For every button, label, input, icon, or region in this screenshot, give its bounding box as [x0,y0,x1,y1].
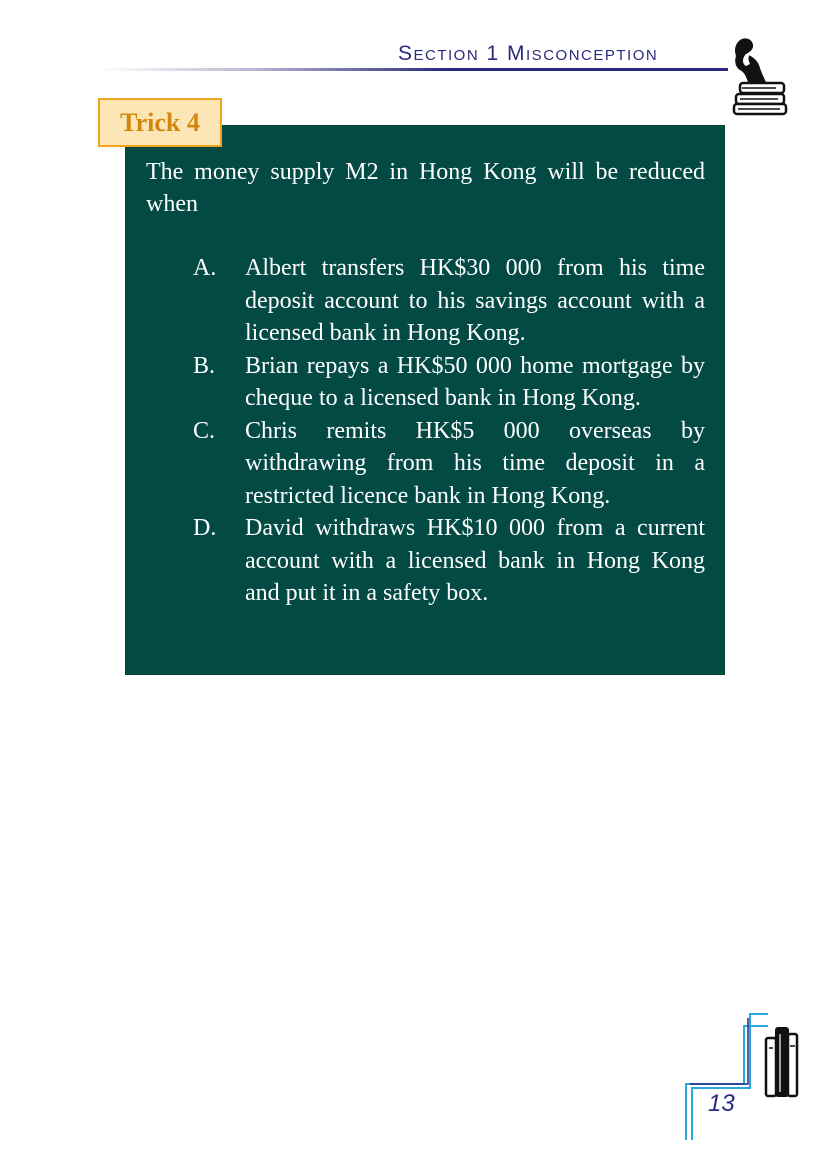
option-text: Brian repays a HK$50 000 home mortgage by cheque to a licensed bank in Hong Kong. [245,352,705,411]
question-text: The money supply M2 in Hong Kong will be reduced when [146,159,705,217]
option-letter: C. [193,417,216,444]
option-text: David withdraws HK$10 000 from a current account with a licensed bank in Hong Kong and put it in a safety box. [245,515,705,606]
option-letter: B. [193,352,216,379]
section-title: Section 1 Misconception [398,42,659,65]
option-b [193,350,705,415]
option-c [193,415,705,513]
option-letter: A. [193,255,217,281]
page-number: 13 [708,1090,735,1117]
option-a [193,252,705,350]
option-text: Albert transfers HK$30 000 from his time deposit account to his savings account with a licensed bank in Hong Kong. [245,255,705,346]
option-text: Chris remits HK$5 000 overseas by withdrawing from his time deposit in a restricted licence bank in Hong Kong. [245,417,705,509]
books-corner-icon [680,1004,800,1144]
option-d [193,512,705,610]
option-letter: D. [193,515,217,541]
answer-options [193,252,705,610]
thinker-on-books-icon [726,36,788,116]
header-rule [100,68,728,71]
trick-label: Trick 4 [98,98,222,147]
